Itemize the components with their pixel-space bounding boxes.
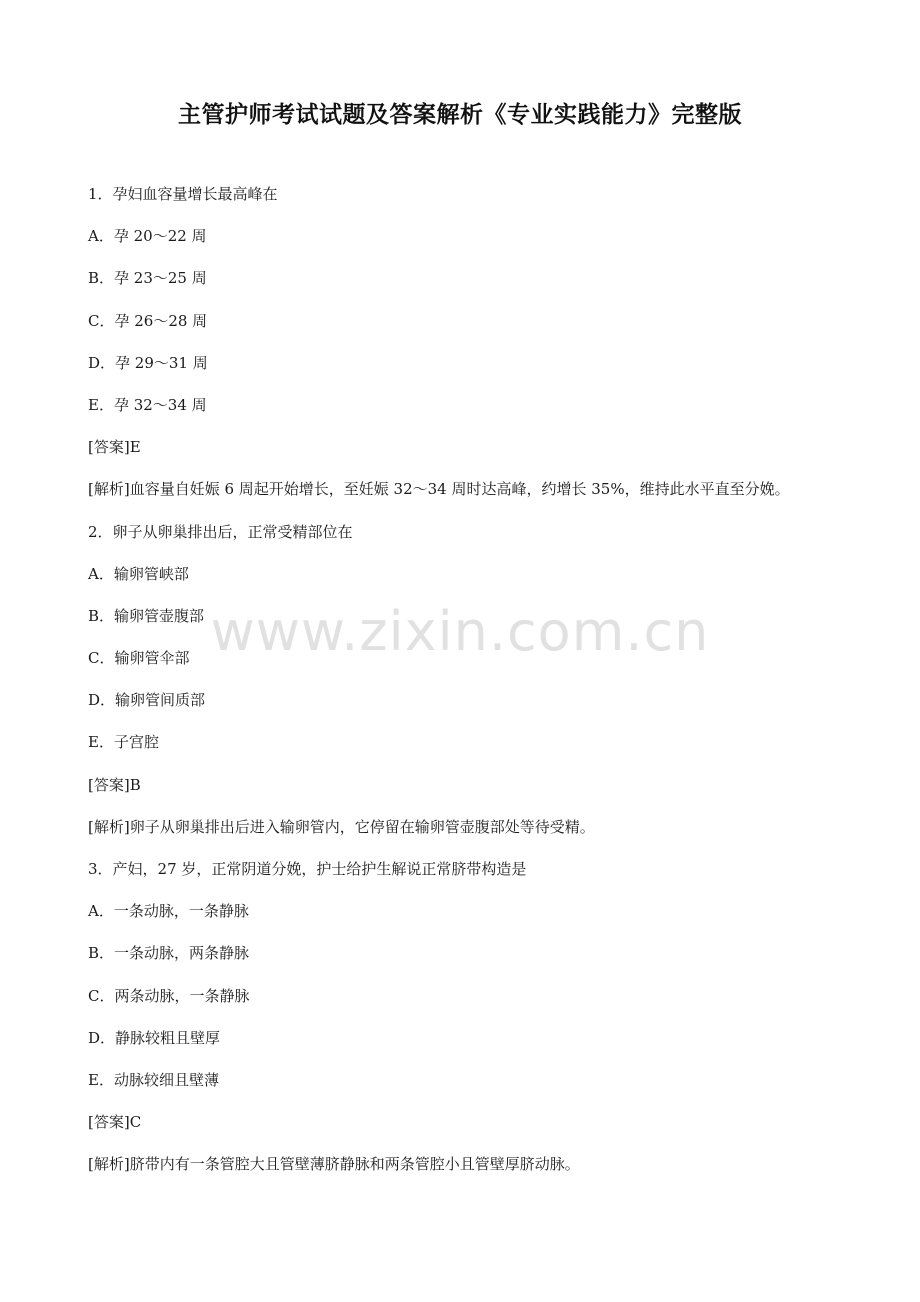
question-1-option-d: D．孕 29～31 周 [88, 353, 208, 372]
question-2-option-d: D．输卵管间质部 [88, 691, 206, 710]
question-3-option-b: B．一条动脉，两条静脉 [88, 944, 250, 963]
question-3-option-c: C．两条动脉，一条静脉 [88, 986, 250, 1005]
question-2-option-e: E．子宫腔 [88, 733, 159, 752]
question-2-option-b: B．输卵管壶腹部 [88, 606, 205, 625]
question-2-option-c: C．输卵管伞部 [88, 649, 190, 668]
question-3-option-a: A．一条动脉，一条静脉 [88, 902, 249, 921]
question-1-option-e: E．孕 32～34 周 [88, 395, 207, 414]
question-1-option-a: A．孕 20～22 周 [88, 227, 207, 246]
document-body [88, 180, 848, 1193]
question-1-option-b: B．孕 23～25 周 [88, 269, 207, 288]
question-3-option-d: D．静脉较粗且壁厚 [88, 1028, 221, 1047]
question-1-stem: 1．孕妇血容量增长最高峰在 [88, 185, 278, 203]
watermark: www.zixin.com.cn [210, 600, 710, 663]
page-title: 主管护师考试试题及答案解析《专业实践能力》完整版 [178, 102, 742, 128]
question-2-option-a: A．输卵管峡部 [88, 564, 189, 583]
question-1-option-c: C．孕 26～28 周 [88, 311, 208, 330]
question-1-answer: [答案]E [88, 438, 141, 457]
question-3-stem: 3．产妇，27 岁，正常阴道分娩，护士给护生解说正常脐带构造是 [88, 860, 527, 878]
question-2-explanation: [解析]卵子从卵巢排出后进入输卵管内，它停留在输卵管壶腹部处等待受精。 [88, 817, 595, 836]
question-1-explanation: [解析]血容量自妊娠 6 周起开始增长，至妊娠 32～34 周时达高峰，约增长 35%，维持此水平直至分娩。 [88, 480, 790, 499]
question-3-explanation: [解析]脐带内有一条管腔大且管壁薄脐静脉和两条管腔小且管壁厚脐动脉。 [88, 1155, 580, 1174]
question-2-answer: [答案]B [88, 775, 141, 794]
question-3-answer: [答案]C [88, 1113, 142, 1132]
question-3-option-e: E．动脉较细且壁薄 [88, 1070, 219, 1089]
question-2-stem: 2．卵子从卵巢排出后，正常受精部位在 [88, 522, 353, 541]
